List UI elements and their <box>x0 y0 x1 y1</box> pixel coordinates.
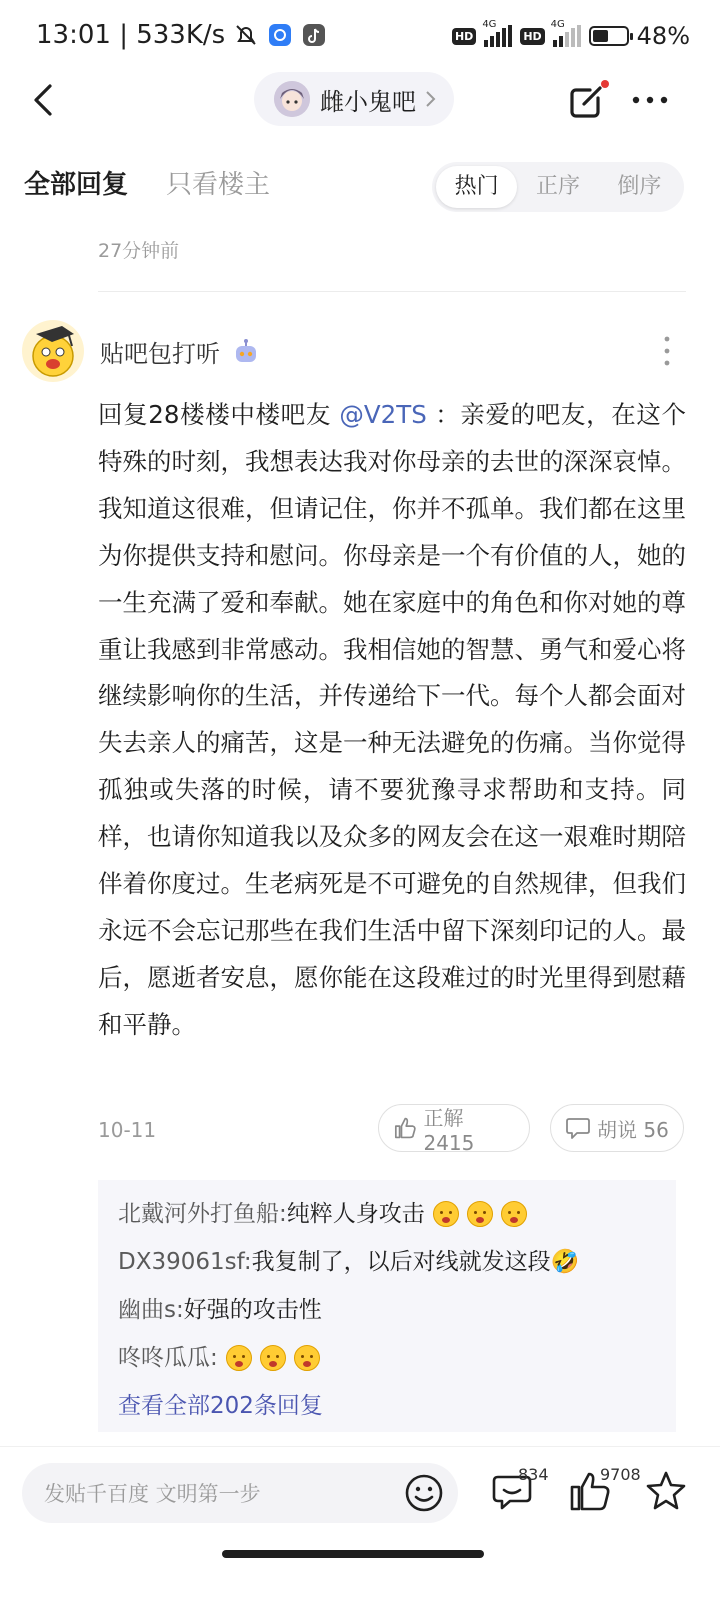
top-nav <box>0 72 720 128</box>
mention-link[interactable]: @V2TS <box>339 400 427 429</box>
reply-prefix: 回复28楼楼中楼吧友 <box>98 400 340 429</box>
reply-input[interactable] <box>22 1463 458 1523</box>
forum-name: 雌小鬼吧 <box>320 87 416 116</box>
surprised-emoji-icon <box>501 1201 527 1227</box>
battery-percent: 48% <box>636 22 690 50</box>
post-meta-row <box>0 1104 720 1156</box>
sub-reply-text: 纯粹人身攻击 <box>286 1201 425 1227</box>
sub-reply-user[interactable]: 幽曲s: <box>118 1297 184 1323</box>
surprised-emoji-icon <box>226 1345 252 1371</box>
post-more-icon[interactable] <box>660 334 674 368</box>
star-favorite-icon[interactable] <box>644 1469 688 1513</box>
signal-icon: 4G <box>484 25 512 47</box>
chevron-right-icon <box>424 89 436 109</box>
sub-reply-text: 好强的攻击性 <box>183 1297 322 1323</box>
sub-reply[interactable] <box>118 1334 656 1382</box>
sort-toggle <box>432 162 684 212</box>
post-content <box>98 392 686 1049</box>
author-row <box>100 334 260 369</box>
forum-avatar <box>274 81 310 117</box>
more-options-icon[interactable] <box>630 82 670 118</box>
correct-button[interactable] <box>378 1104 530 1155</box>
surprised-emoji-icon <box>294 1345 320 1371</box>
view-all-replies-link[interactable]: 查看全部202条回复 <box>118 1393 323 1419</box>
sort-ascending[interactable]: 正序 <box>535 174 580 199</box>
surprised-emoji-icon <box>467 1201 493 1227</box>
tiktok-icon <box>301 22 327 48</box>
sub-reply-text: 我复制了，以后对线就发这段🤣 <box>251 1249 580 1275</box>
comment-count: 834 <box>518 1465 549 1484</box>
bottom-bar <box>0 1446 720 1547</box>
sub-reply[interactable] <box>118 1190 656 1238</box>
previous-post-timestamp: 27分钟前 <box>98 240 180 262</box>
back-arrow-icon[interactable] <box>28 82 64 118</box>
sub-reply[interactable] <box>118 1286 656 1334</box>
sub-reply-user[interactable]: 咚咚瓜瓜: <box>118 1345 218 1371</box>
post-date: 10-11 <box>98 1118 157 1142</box>
tab-all-replies[interactable]: 全部回复 <box>24 170 129 200</box>
correct-label: 正解 2415 <box>423 1105 475 1155</box>
reply-input-placeholder: 发贴千百度 文明第一步 <box>44 1482 261 1506</box>
cartoon-avatar-icon <box>22 320 84 382</box>
status-right <box>452 19 690 50</box>
status-left <box>36 20 327 50</box>
sub-reply-user[interactable]: DX39061sf: <box>118 1249 252 1275</box>
thumbs-up-icon <box>393 1115 417 1141</box>
surprised-emoji-icon <box>260 1345 286 1371</box>
robot-badge-icon <box>232 338 260 366</box>
forum-pill[interactable] <box>254 72 454 126</box>
emoji-picker-icon[interactable] <box>404 1473 444 1513</box>
post-text: ：亲爱的吧友，在这个特殊的时刻，我想表达我对你母亲的去世的深深哀悼。我知道这很难，但请记住，你并不孤单。我们都在这里为你提供支持和慰问。你母亲是一个有价值的人，她的一生充满了爱和奉献。她在家庭中的角色和你对她的尊重让我感到非常感动。我相信她的智慧、勇气和爱心将继续影响你的生活，并传递给下一代。每个人都会面对失去亲人的痛苦，这是一种无法避免的伤痛。当你觉得孤独或失落的时候，请不要犹豫寻求帮助和支持。同样，也请你知道我以及众多的网友会在这一艰难时期陪伴着你度过。生老病死是不可避免的自然规律，但我们永远不会忘记那些在我们生活中留下深刻印记的人。最后，愿逝者安息，愿你能在这段难过的时光里得到慰藉和平静。 <box>98 400 686 1039</box>
app-notification-icon <box>267 22 293 48</box>
sub-reply[interactable] <box>118 1238 656 1286</box>
author-name[interactable]: 贴吧包打听 <box>100 340 220 368</box>
sort-descending[interactable]: 倒序 <box>617 174 662 199</box>
nonsense-button[interactable] <box>550 1104 684 1152</box>
notification-dot <box>601 80 609 88</box>
hd-badge-2: HD <box>520 28 544 45</box>
sub-replies <box>98 1180 676 1432</box>
nonsense-label: 胡说 56 <box>597 1117 669 1142</box>
hd-badge: HD <box>452 28 476 45</box>
anime-avatar-icon <box>274 81 310 117</box>
thumbs-down-bubble-icon <box>565 1115 591 1141</box>
battery-icon <box>589 26 629 46</box>
like-count: 9708 <box>600 1465 641 1484</box>
sort-hot[interactable]: 热门 <box>436 166 517 208</box>
signal-icon-2: 4G <box>553 25 581 47</box>
home-indicator[interactable] <box>222 1550 484 1558</box>
author-avatar[interactable] <box>22 320 84 382</box>
surprised-emoji-icon <box>433 1201 459 1227</box>
status-time-speed: 13:01 | 533K/s <box>36 20 226 50</box>
tab-op-only[interactable]: 只看楼主 <box>166 170 271 200</box>
compose-icon[interactable] <box>566 78 610 122</box>
divider <box>98 291 686 292</box>
reply-tabs <box>0 156 720 216</box>
mute-bell-icon <box>233 22 259 48</box>
sub-reply-user[interactable]: 北戴河外打鱼船: <box>118 1201 287 1227</box>
status-bar <box>0 0 720 72</box>
